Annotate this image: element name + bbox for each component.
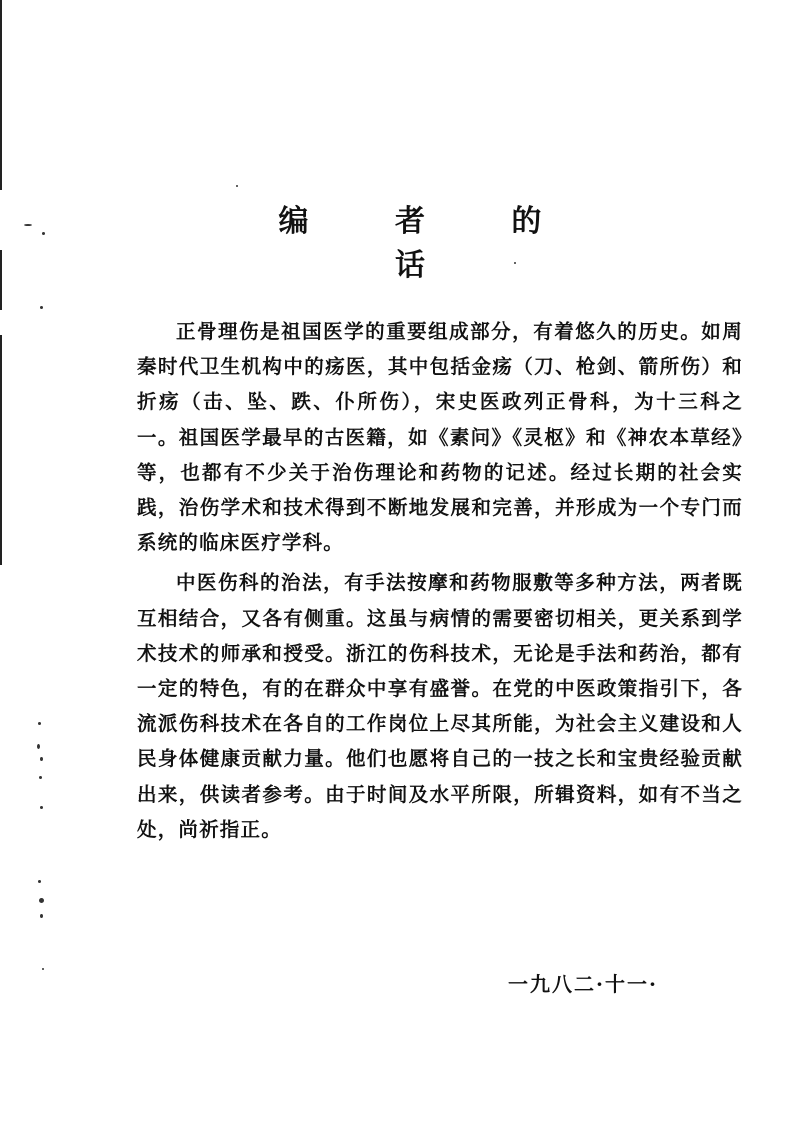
scan-speck <box>40 757 43 761</box>
scan-speck <box>37 744 40 749</box>
body-text <box>137 314 743 847</box>
paragraph: 中医伤科的治法，有手法按摩和药物服敷等多种方法，两者既互相结合，又各有侧重。这虽与病情的需要密切相关，更关系到学术技术的师承和授受。浙江的伤科技术，无论是手法和药治，都有一定的特色，有的在群众中享有盛誉。在党的中医政策指引下，各流派伤科技术在各自的工作岗位上尽其所能，为社会主义建设和人民身体健康贡献力量。他们也愿将自己的一技之长和宝贵经验贡献出来，供读者参考。由于时间及水平所限，所辑资料，如有不当之处，尚祈指正。 <box>137 571 743 841</box>
scan-speck <box>40 806 43 809</box>
scan-edge-line <box>0 0 2 190</box>
scan-speck <box>236 185 238 187</box>
scan-edge-line <box>0 250 2 310</box>
paragraph: 正骨理伤是祖国医学的重要组成部分，有着悠久的历史。如周秦时代卫生机构中的疡医，其中包括金疡（刀、枪剑、箭所伤）和折疡（击、坠、跌、仆所伤），宋史医政列正骨科，为十三科之一。祖国医学最早的古医籍，如《素问》《灵枢》和《神农本草经》等，也都有不少关于治伤理论和药物的记述。经过长期的社会实践，治伤学术和技术得到不断地发展和完善，并形成为一个专门而系统的临床医疗学科。 <box>137 320 743 555</box>
scan-speck <box>40 306 43 309</box>
date-signature: 一九八二·十一· <box>508 972 658 996</box>
scan-speck <box>38 880 41 883</box>
scan-speck <box>39 776 42 779</box>
scan-speck <box>40 914 43 918</box>
page-title: 编 者 的 话 <box>278 204 580 283</box>
scan-speck <box>38 722 41 725</box>
scan-speck <box>42 968 44 970</box>
scan-speck <box>39 898 44 903</box>
scan-speck <box>42 232 45 235</box>
scan-edge-line <box>0 335 2 565</box>
scan-speck <box>24 224 32 226</box>
